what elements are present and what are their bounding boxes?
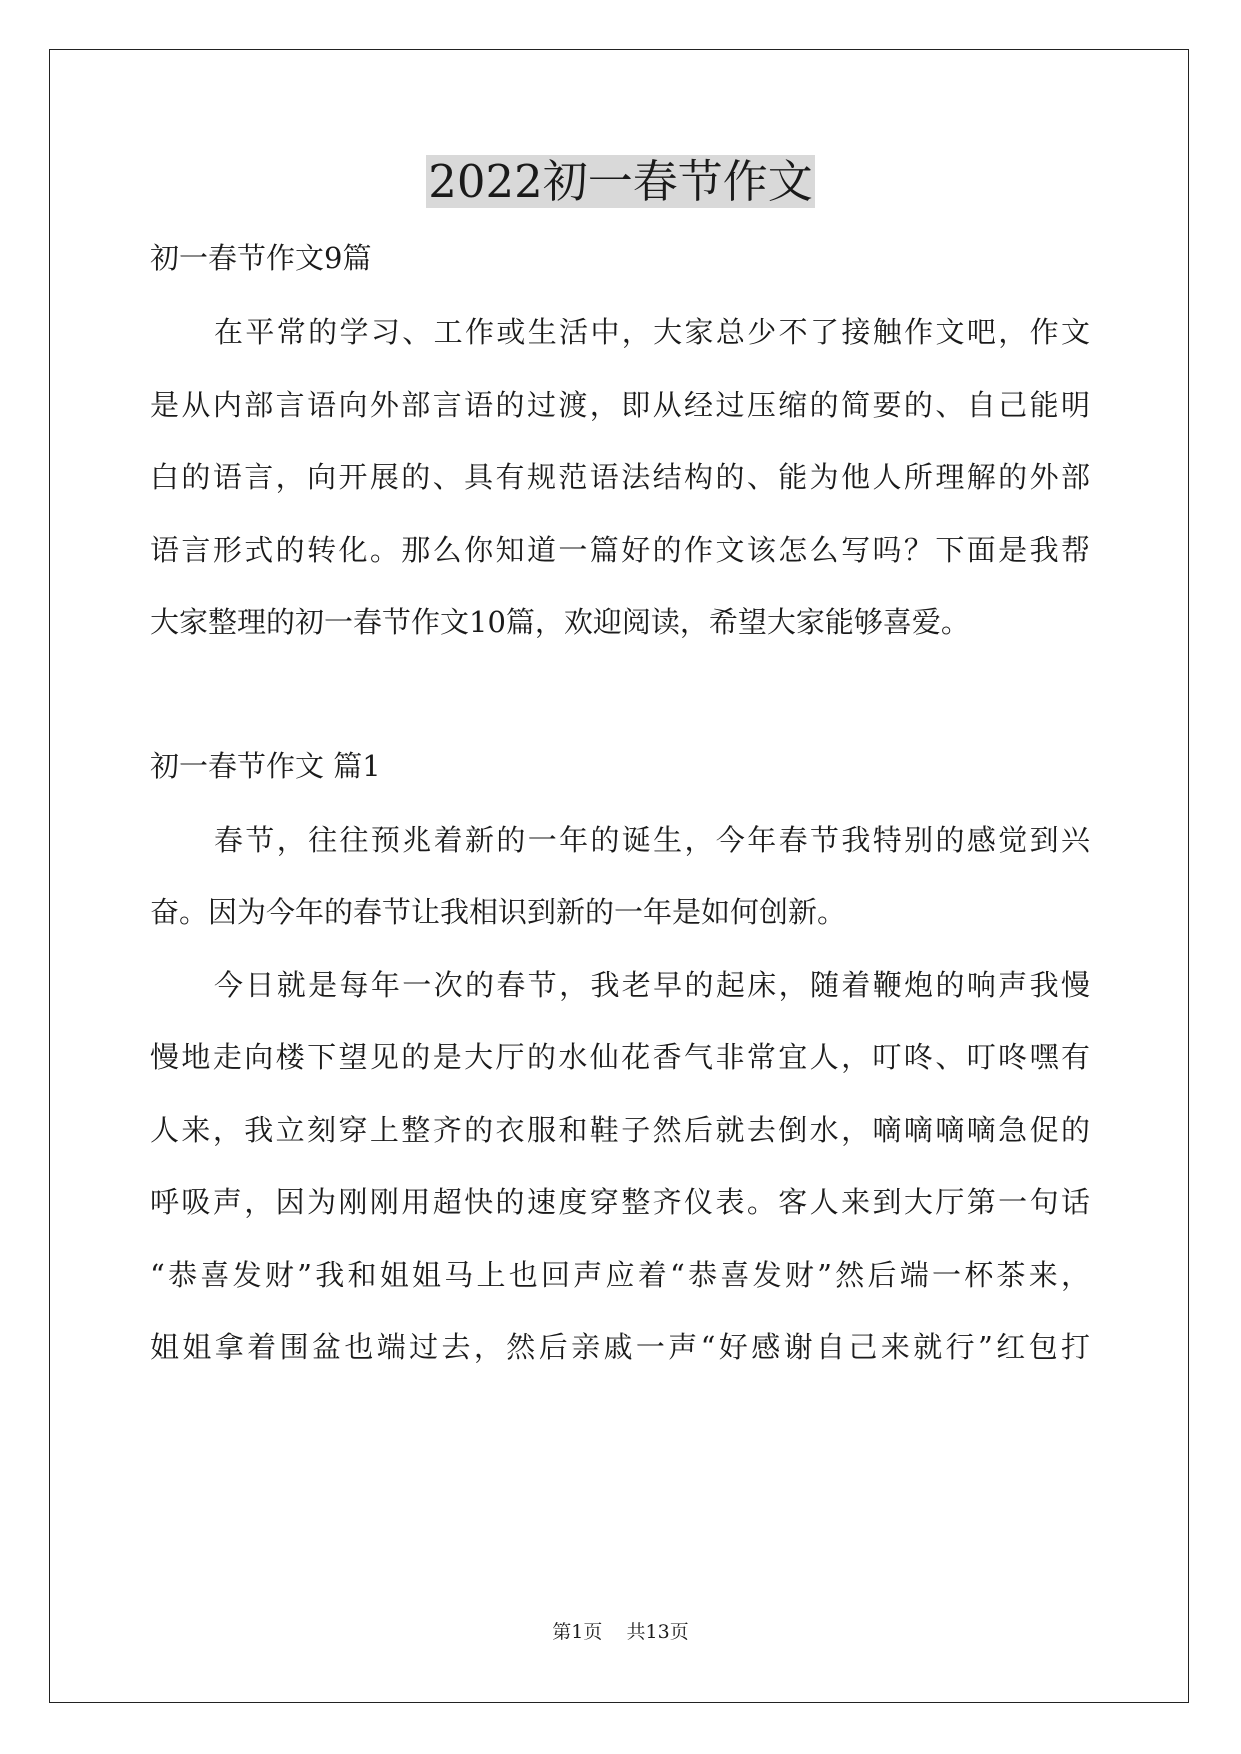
paragraph-line: 慢地走向楼下望见的是大厅的水仙花香气非常宜人，叮咚、叮咚嘿有 [150, 1040, 1090, 1074]
section-heading: 初一春节作文 篇1 [150, 749, 381, 783]
intro-line: 语言形式的转化。那么你知道一篇好的作文该怎么写吗？下面是我帮 [150, 533, 1090, 567]
paragraph-line: 姐姐拿着围盆也端过去，然后亲戚一声“好感谢自己来就行”红包打 [150, 1330, 1090, 1364]
document-title-text: 2022初一春节作文 [428, 155, 813, 208]
intro-line: 是从内部言语向外部言语的过渡，即从经过压缩的简要的、自己能明 [150, 388, 1090, 422]
paragraph-line: 呼吸声，因为刚刚用超快的速度穿整齐仪表。客人来到大厅第一句话 [150, 1185, 1090, 1219]
page-border [49, 49, 1189, 1703]
document-title [0, 152, 1241, 212]
paragraph-line: 春节，往往预兆着新的一年的诞生，今年春节我特别的感觉到兴 [214, 823, 1090, 857]
document-subtitle: 初一春节作文9篇 [150, 241, 372, 275]
paragraph-line: 人来，我立刻穿上整齐的衣服和鞋子然后就去倒水，嘀嘀嘀嘀急促的 [150, 1113, 1090, 1147]
page-number: 第1页 共13页 [552, 1621, 689, 1643]
paragraph-line: 奋。因为今年的春节让我相识到新的一年是如何创新。 [150, 895, 847, 929]
paragraph-line: “恭喜发财”我和姐姐马上也回声应着“恭喜发财”然后端一杯茶来， [150, 1258, 1090, 1292]
intro-line: 白的语言，向开展的、具有规范语法结构的、能为他人所理解的外部 [150, 460, 1090, 494]
intro-line: 在平常的学习、工作或生活中，大家总少不了接触作文吧，作文 [214, 315, 1090, 349]
intro-line: 大家整理的初一春节作文10篇，欢迎阅读，希望大家能够喜爱。 [150, 605, 970, 639]
paragraph-line: 今日就是每年一次的春节，我老早的起床，随着鞭炮的响声我慢 [214, 968, 1090, 1002]
